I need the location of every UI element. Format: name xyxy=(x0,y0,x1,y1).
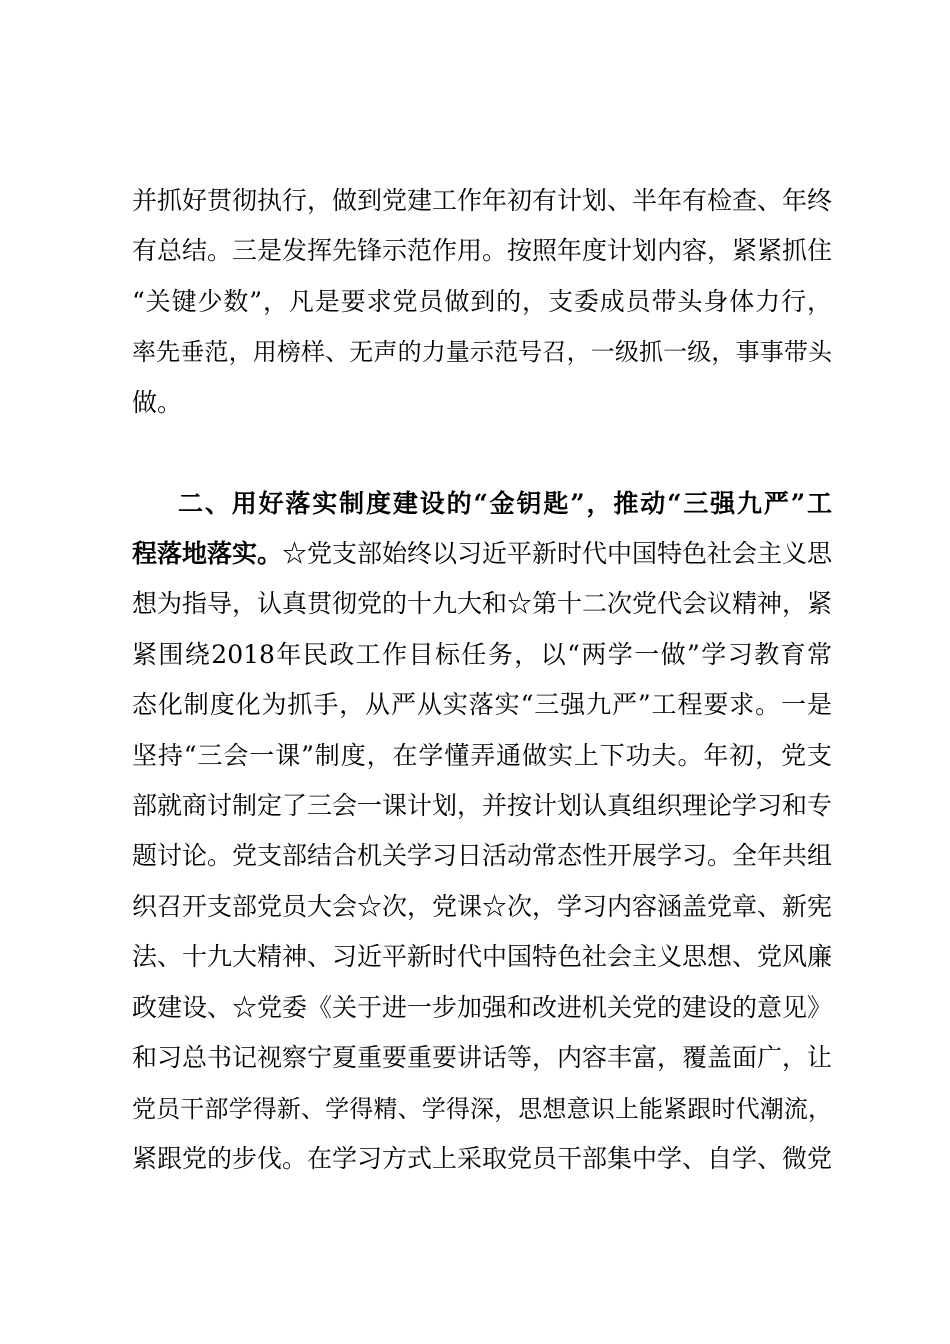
paragraph2-line-4: 紧围绕2018年民政工作目标任务，以“两学一做”学习教育常 xyxy=(132,640,832,669)
paragraph1-line-5: 做。 xyxy=(132,388,183,417)
paragraph2-line-14: 紧跟党的步伐。在学习方式上采取党员干部集中学、自学、微党 xyxy=(132,1144,833,1173)
paragraph2-line-2-text: ☆党支部始终以习近平新时代中国特色社会主义思 xyxy=(282,539,833,568)
paragraph2-line-6: 坚持“三会一课”制度，在学懂弄通做实上下功夫。年初，党支 xyxy=(132,741,832,770)
paragraph2-line-9: 织召开支部党员大会☆次，党课☆次，学习内容涵盖党章、新宪 xyxy=(132,892,833,921)
paragraph1-line-4: 率先垂范，用榜样、无声的力量示范号召，一级抓一级，事事带头 xyxy=(132,338,832,366)
paragraph2-line-13: 党员干部学得新、学得精、学得深，思想意识上能紧跟时代潮流， xyxy=(132,1095,832,1123)
paragraph2-line-2 xyxy=(132,534,832,574)
paragraph2-line-3: 想为指导，认真贯彻党的十九大和☆第十二次党代会议精神，紧 xyxy=(132,589,833,618)
paragraph2-line-10: 法、十九大精神、习近平新时代中国特色社会主义思想、党风廉 xyxy=(132,942,833,971)
paragraph2-line-8: 题讨论。党支部结合机关学习日活动常态性开展学习。全年共组 xyxy=(132,841,833,870)
paragraph2-heading-line-1: 二、用好落实制度建设的“金钥匙”，推动“三强九严”工 xyxy=(178,489,832,518)
paragraph2-heading-end: 程落地落实。 xyxy=(132,539,283,568)
paragraph2-line-12: 和习总书记视察宁夏重要重要讲话等，内容丰富，覆盖面广，让 xyxy=(132,1043,833,1072)
paragraph1-line-2: 有总结。三是发挥先锋示范作用。按照年度计划内容，紧紧抓住 xyxy=(132,236,833,265)
paragraph1-line-1: 并抓好贯彻执行，做到党建工作年初有计划、半年有检查、年终 xyxy=(132,186,833,215)
paragraph1-line-3: “关键少数”，凡是要求党员做到的，支委成员带头身体力行， xyxy=(132,287,832,316)
paragraph2-line-7: 部就商讨制定了三会一课计划，并按计划认真组织理论学习和专 xyxy=(132,791,833,820)
paragraph2-line-11: 政建设、☆党委《关于进一步加强和改进机关党的建设的意见》 xyxy=(132,993,833,1022)
paragraph2-line-5: 态化制度化为抓手，从严从实落实“三强九严”工程要求。一是 xyxy=(132,690,832,719)
